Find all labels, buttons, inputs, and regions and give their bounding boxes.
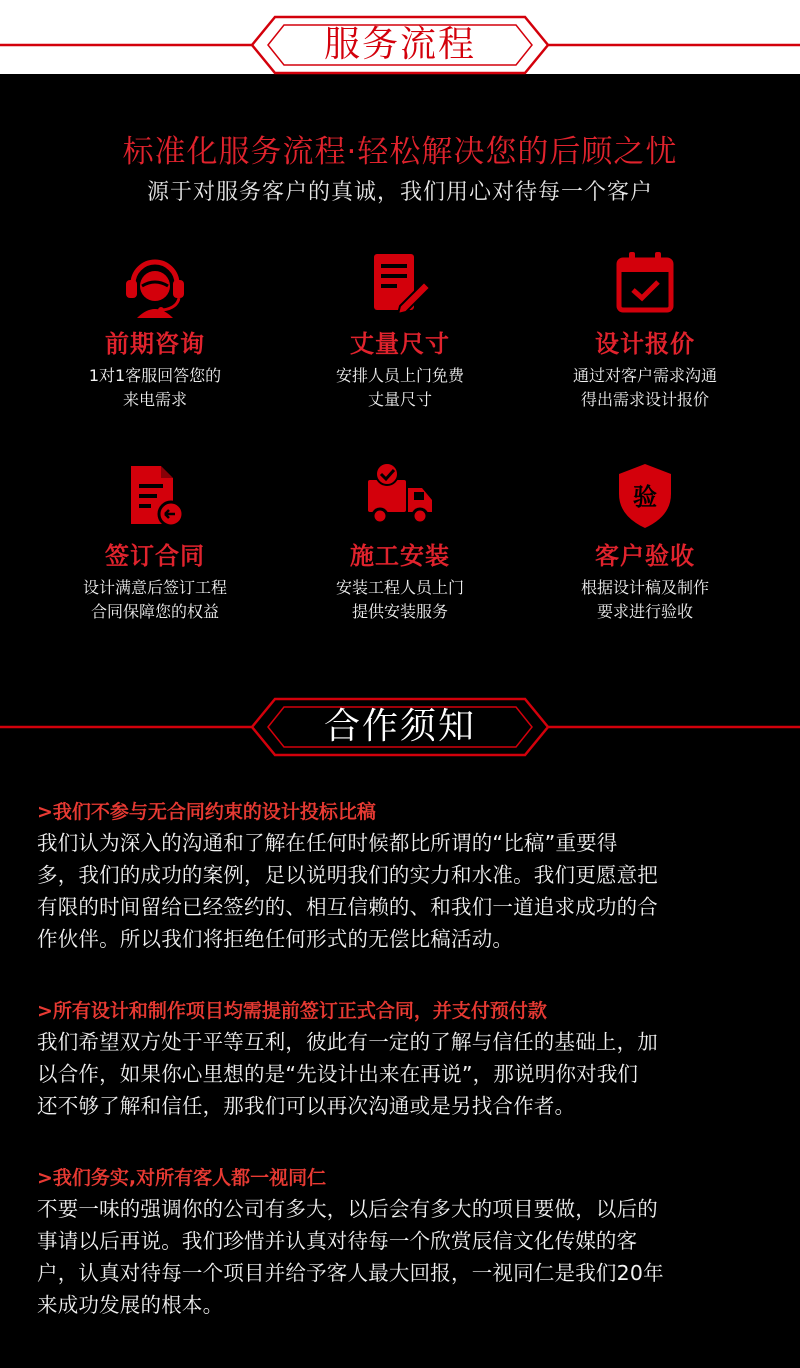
notice-line: 我们认为深入的沟通和了解在任何时候都比所谓的“比稿”重要得 <box>37 831 618 855</box>
step-desc-line: 要求进行验收 <box>596 602 693 621</box>
notice-line: 户，认真对待每一个项目并给予客人最大回报，一视同仁是我们20年 <box>37 1261 664 1285</box>
step-title: 丈量尺寸 <box>350 330 450 358</box>
step-title: 前期咨询 <box>105 330 205 358</box>
step-contract <box>25 460 285 624</box>
step-title: 签订合同 <box>105 542 205 570</box>
step-measure <box>270 248 530 412</box>
document-pen-icon <box>364 248 436 320</box>
notice-2 <box>37 996 767 1122</box>
step-desc-line: 通过对客户需求沟通 <box>572 366 717 385</box>
notice-line: 我们希望双方处于平等互利，彼此有一定的了解与信任的基础上，加 <box>37 1030 658 1054</box>
notice-line: 以合作，如果你心里想的是“先设计出来在再说”，那说明你对我们 <box>37 1062 639 1086</box>
step-desc <box>515 576 775 624</box>
step-quote <box>515 248 775 412</box>
step-installation <box>270 460 530 624</box>
step-desc-line: 安装工程人员上门 <box>335 578 464 597</box>
step-title: 设计报价 <box>595 330 695 358</box>
step-desc <box>25 364 285 412</box>
service-process-banner <box>0 15 800 75</box>
delivery-truck-icon <box>364 460 436 532</box>
step-title: 客户验收 <box>595 542 695 570</box>
notice-line: 多，我们的成功的案例，足以说明我们的实力和水准。我们更愿意把 <box>37 863 658 887</box>
step-desc-line: 设计满意后签订工程 <box>82 578 227 597</box>
subline: 源于对服务客户的真诚，我们用心对待每一个客户 <box>146 180 653 205</box>
banner-title: 合作须知 <box>323 706 476 747</box>
calendar-check-icon <box>609 248 681 320</box>
notice-line: 来成功发展的根本。 <box>37 1293 224 1317</box>
step-consultation <box>25 248 285 412</box>
notice-title: >我们不参与无合同约束的设计投标比稿 <box>37 801 376 823</box>
notice-1 <box>37 797 767 955</box>
shield-icon <box>609 460 681 532</box>
notice-line: 事请以后再说。我们珍惜并认真对待每一个欣赏辰信文化传媒的客 <box>37 1229 638 1253</box>
step-desc-line: 丈量尺寸 <box>367 390 432 409</box>
step-desc-line: 1对1客服回答您的 <box>88 366 222 385</box>
notice-line: 有限的时间留给已经签约的、相互信赖的、和我们一道追求成功的合 <box>37 895 658 919</box>
notice-line: 不要一味的强调你的公司有多大，以后会有多大的项目要做，以后的 <box>37 1197 658 1221</box>
step-desc <box>270 576 530 624</box>
step-desc-line: 根据设计稿及制作 <box>580 578 709 597</box>
notice-3 <box>37 1163 767 1321</box>
headline: 标准化服务流程·轻松解决您的后顾之忧 <box>122 134 678 170</box>
banner-title: 服务流程 <box>323 24 476 65</box>
contract-icon <box>119 460 191 532</box>
notice-title: >我们务实,对所有客人都一视同仁 <box>37 1167 327 1189</box>
step-title: 施工安装 <box>350 542 450 570</box>
headset-icon <box>119 248 191 320</box>
step-desc-line: 安排人员上门免费 <box>335 366 464 385</box>
step-desc <box>25 576 285 624</box>
step-acceptance <box>515 460 775 624</box>
cooperation-notice-banner <box>0 697 800 757</box>
notice-title: >所有设计和制作项目均需提前签订正式合同，并支付预付款 <box>37 1000 547 1022</box>
shield-badge-text: 验 <box>633 483 657 511</box>
step-desc-line: 来电需求 <box>122 390 187 409</box>
notice-line: 作伙伴。所以我们将拒绝任何形式的无偿比稿活动。 <box>37 927 514 951</box>
step-desc <box>270 364 530 412</box>
step-desc-line: 合同保障您的权益 <box>90 602 219 621</box>
step-desc-line: 得出需求设计报价 <box>580 390 709 409</box>
step-desc-line: 提供安装服务 <box>351 602 448 621</box>
notice-line: 还不够了解和信任，那我们可以再次沟通或是另找合作者。 <box>37 1094 576 1118</box>
step-desc <box>515 364 775 412</box>
